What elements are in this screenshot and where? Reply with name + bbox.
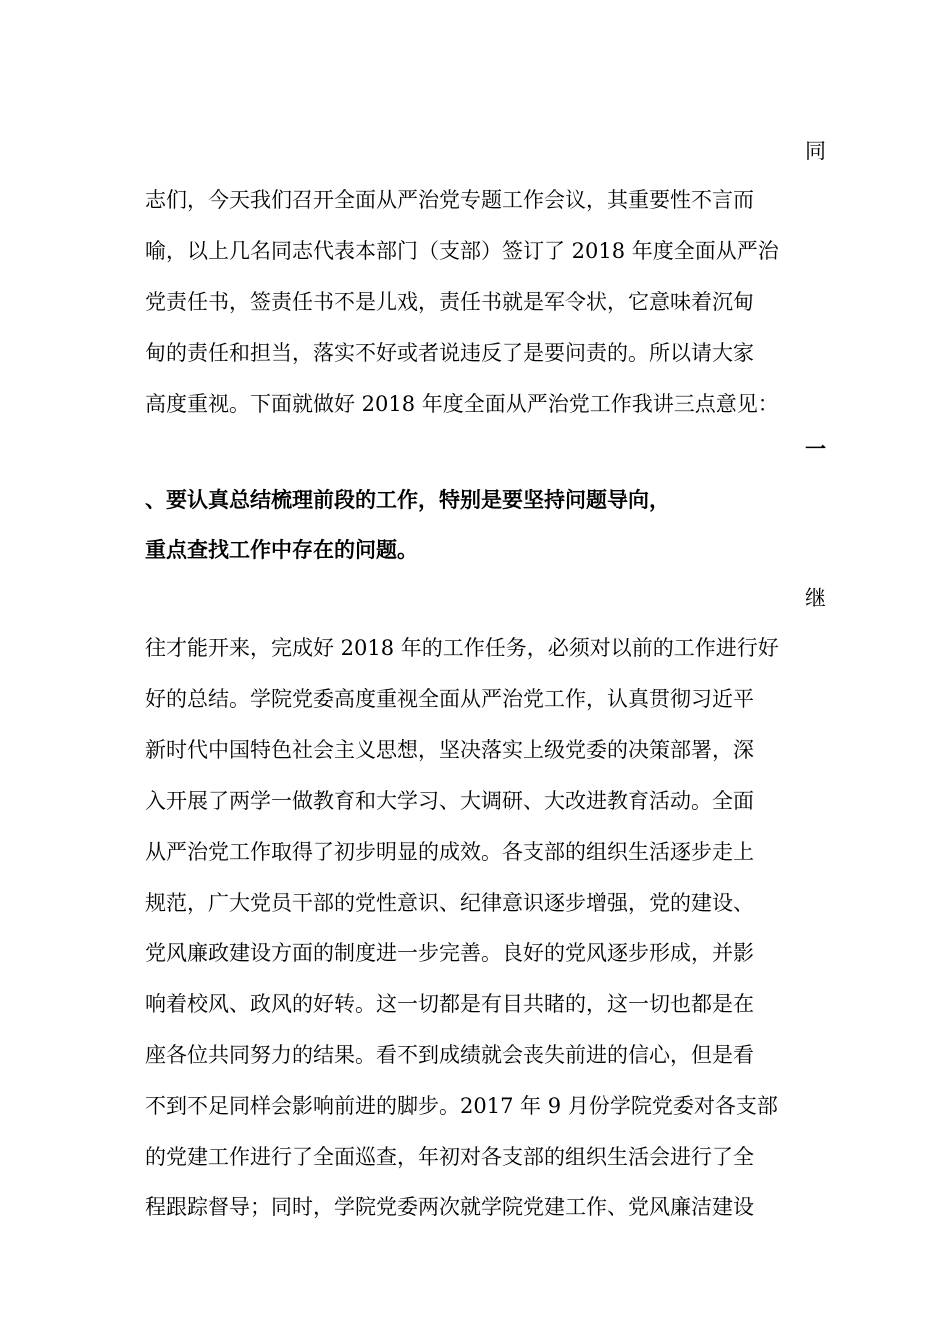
paragraph-2-lead-char: 继 [805, 586, 826, 610]
paragraph-1-line: 喻，以上几名同志代表本部门（支部）签订了 2018 年度全面从严治 [145, 239, 779, 263]
paragraph-2-line: 往才能开来，完成好 2018 年的工作任务，必须对以前的工作进行好 [145, 636, 779, 660]
paragraph-1-line: 高度重视。下面就做好 2018 年度全面从严治党工作我讲三点意见： [145, 392, 779, 416]
paragraph-2-line: 响着校风、政风的好转。这一切都是有目共睹的，这一切也都是在 [145, 992, 754, 1016]
paragraph-2-line: 程跟踪督导；同时，学院党委两次就学院党建工作、党风廉洁建设 [145, 1195, 754, 1219]
paragraph-2-line: 好的总结。学院党委高度重视全面从严治党工作，认真贯彻习近平 [145, 687, 754, 711]
paragraph-1-line: 甸的责任和担当，落实不好或者说违反了是要问责的。所以请大家 [145, 341, 754, 365]
paragraph-2-line: 新时代中国特色社会主义思想，坚决落实上级党委的决策部署，深 [145, 738, 754, 762]
paragraph-2-line: 入开展了两学一做教育和大学习、大调研、大改进教育活动。全面 [145, 789, 754, 813]
paragraph-1-lead-char: 同 [805, 139, 826, 163]
section-heading-line: 重点查找工作中存在的问题。 [145, 537, 418, 562]
paragraph-2-line: 不到不足同样会影响前进的脚步。2017 年 9 月份学院党委对各支部 [145, 1094, 778, 1118]
paragraph-1-line: 党责任书，签责任书不是儿戏，责任书就是军令状，它意味着沉甸 [145, 290, 754, 314]
heading-lead-char: 一 [805, 436, 826, 461]
paragraph-2-line: 座各位共同努力的结果。看不到成绩就会丧失前进的信心，但是看 [145, 1043, 754, 1067]
paragraph-2-line: 规范，广大党员干部的党性意识、纪律意识逐步增强，党的建设、 [145, 891, 754, 915]
paragraph-2-line: 的党建工作进行了全面巡查，年初对各支部的组织生活会进行了全 [145, 1145, 754, 1169]
paragraph-2-line: 党风廉政建设方面的制度进一步完善。良好的党风逐步形成，并影 [145, 941, 754, 965]
paragraph-1-line: 志们，今天我们召开全面从严治党专题工作会议，其重要性不言而 [145, 188, 754, 212]
section-heading-line: 、要认真总结梳理前段的工作，特别是要坚持问题导向， [145, 487, 670, 512]
paragraph-2-line: 从严治党工作取得了初步明显的成效。各支部的组织生活逐步走上 [145, 840, 754, 864]
